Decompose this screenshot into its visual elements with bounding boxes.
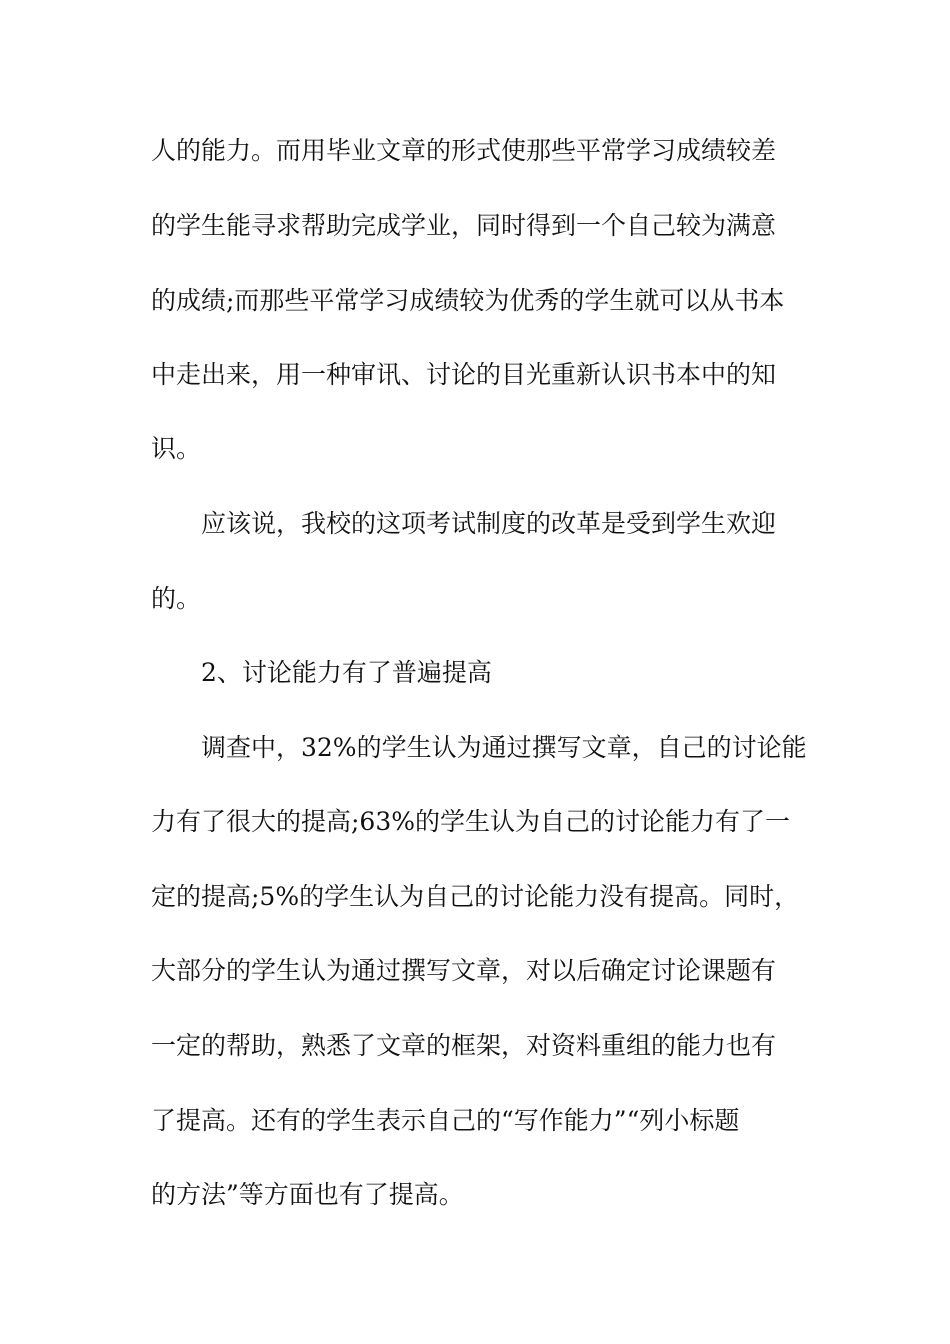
paragraph-line: 定的提高;5%的学生认为自己的讨论能力没有提高。同时， (151, 882, 800, 911)
paragraph-line: 调查中，32%的学生认为通过撰写文章，自己的讨论能 (201, 733, 807, 762)
paragraph-line: 的方法”等方面也有了提高。 (151, 1180, 464, 1209)
paragraph-line: 的学生能寻求帮助完成学业，同时得到一个自己较为满意 (151, 211, 777, 240)
paragraph-line: 应该说，我校的这项考试制度的改革是受到学生欢迎 (201, 509, 777, 538)
paragraph-line: 识。 (151, 434, 202, 463)
paragraph-line: 的成绩;而那些平常学习成绩较为优秀的学生就可以从书本 (151, 286, 785, 315)
paragraph-line: 了提高。还有的学生表示自己的“写作能力”“列小标题 (151, 1106, 740, 1135)
paragraph-line: 的。 (151, 584, 202, 613)
section-heading: 2、讨论能力有了普遍提高 (201, 658, 492, 687)
paragraph-line: 力有了很大的提高;63%的学生认为自己的讨论能力有了一 (151, 807, 790, 836)
paragraph-line: 人的能力。而用毕业文章的形式使那些平常学习成绩较差 (151, 136, 777, 165)
paragraph-line: 大部分的学生认为通过撰写文章，对以后确定讨论课题有 (151, 956, 777, 985)
paragraph-line: 一定的帮助，熟悉了文章的框架，对资料重组的能力也有 (151, 1031, 777, 1060)
paragraph-line: 中走出来，用一种审讯、讨论的目光重新认识书本中的知 (151, 360, 777, 389)
